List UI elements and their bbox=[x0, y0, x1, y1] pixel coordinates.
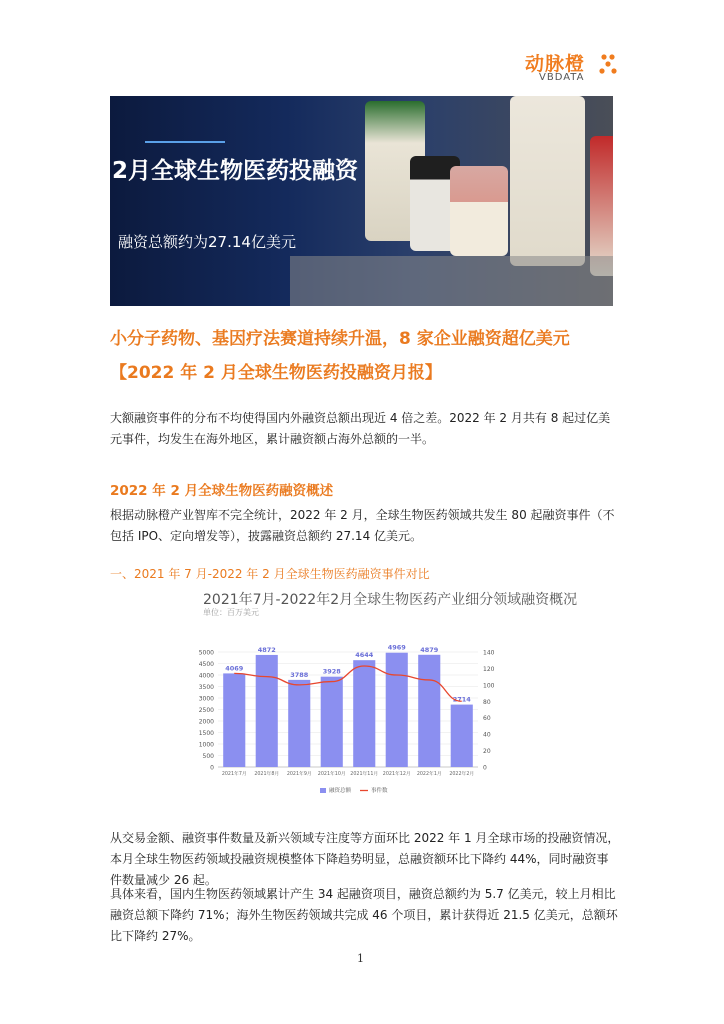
bar bbox=[321, 677, 343, 767]
bottle-image bbox=[450, 166, 508, 256]
logo-name: 动脉橙 bbox=[525, 53, 586, 75]
y-tick-label: 5000 bbox=[198, 649, 214, 657]
bar bbox=[288, 680, 310, 767]
bar bbox=[256, 655, 278, 767]
intro-paragraph: 大额融资事件的分布不均使得国内外融资总额出现近 4 倍之差。2022 年 2 月共有 8 起过亿美元事件，均发生在海外地区，累计融资额占海外总额的一半。 bbox=[110, 411, 611, 446]
bar-value-label: 4644 bbox=[355, 651, 374, 660]
bar bbox=[418, 655, 440, 767]
y2-tick-label: 40 bbox=[483, 731, 491, 739]
y2-tick-label: 120 bbox=[483, 665, 495, 673]
y-tick-label: 4500 bbox=[198, 661, 214, 668]
x-tick-label: 2021年7月 bbox=[221, 772, 247, 777]
y-tick-label: 1000 bbox=[198, 741, 214, 749]
y-tick-label: 0 bbox=[210, 764, 214, 772]
legend-swatch-amount bbox=[320, 788, 326, 793]
y-tick-label: 3000 bbox=[198, 695, 214, 703]
bottle-image bbox=[510, 96, 585, 266]
banner-divider bbox=[145, 141, 225, 143]
financing-chart bbox=[193, 620, 513, 805]
x-tick-label: 2021年11月 bbox=[350, 772, 379, 777]
y2-tick-label: 80 bbox=[483, 698, 491, 706]
bar-value-label: 4069 bbox=[225, 664, 244, 673]
section-title: 2022 年 2 月全球生物医药融资概述 bbox=[110, 483, 334, 499]
y-tick-label: 4000 bbox=[198, 672, 214, 680]
x-tick-label: 2021年8月 bbox=[254, 772, 280, 777]
headline: 小分子药物、基因疗法赛道持续升温，8 家企业融资超亿美元【2022 年 2 月全球生物医药投融资月报】 bbox=[110, 329, 570, 383]
chart-unit: 单位：百万美元 bbox=[203, 608, 259, 617]
y2-tick-label: 140 bbox=[483, 649, 495, 657]
y-tick-label: 1500 bbox=[198, 730, 214, 737]
bar-value-label: 3788 bbox=[290, 670, 309, 679]
page-number: 1 bbox=[357, 952, 364, 965]
banner-title: 2月全球生物医药投融资 bbox=[112, 158, 359, 184]
y2-tick-label: 20 bbox=[483, 748, 491, 756]
y-tick-label: 2000 bbox=[198, 718, 214, 726]
overview-paragraph: 根据动脉橙产业智库不完全统计，2022 年 2 月，全球生物医药领域共发生 80 起融资事件（不包括 IPO、定向增发等），披露融资总额约 27.14 亿美元。 bbox=[110, 508, 615, 543]
y-tick-label: 2500 bbox=[198, 707, 214, 714]
banner-image bbox=[110, 96, 613, 306]
bar bbox=[386, 653, 408, 767]
bar-value-label: 2714 bbox=[452, 695, 471, 704]
logo-mark-icon bbox=[598, 53, 618, 77]
y-tick-label: 3500 bbox=[198, 684, 214, 691]
analysis-paragraph-1: 从交易金额、融资事件数量及新兴领域专注度等方面环比 2022 年 1 月全球市场的投融资情况，本月全球生物医药领域投融资规模整体下降趋势明显，总融资额环比下降约 44%，同时融资事件数量减少 26 起。 bbox=[110, 831, 620, 887]
chart-title: 2021年7月-2022年2月全球生物医药产业细分领域融资概况 bbox=[203, 592, 578, 608]
y-tick-label: 500 bbox=[202, 753, 214, 760]
table-surface bbox=[290, 256, 613, 306]
y2-tick-label: 60 bbox=[483, 715, 491, 723]
x-tick-label: 2022年2月 bbox=[449, 772, 475, 777]
x-tick-label: 2021年10月 bbox=[317, 772, 346, 777]
bar-value-label: 4879 bbox=[420, 645, 439, 654]
x-tick-label: 2022年1月 bbox=[416, 772, 442, 777]
bar-value-label: 3928 bbox=[322, 667, 341, 676]
legend-label-events: 事件数 bbox=[371, 788, 388, 794]
bottle-image bbox=[590, 136, 613, 276]
chart-section-title: 一、2021 年 7 月-2022 年 2 月全球生物医药融资事件对比 bbox=[110, 567, 430, 581]
x-tick-label: 2021年12月 bbox=[382, 772, 411, 777]
bar-value-label: 4969 bbox=[387, 643, 406, 652]
bar bbox=[353, 660, 375, 767]
legend-label-amount: 融资总额 bbox=[329, 788, 352, 794]
bar-value-label: 4872 bbox=[257, 645, 276, 654]
y2-tick-label: 0 bbox=[483, 764, 487, 772]
y2-tick-label: 100 bbox=[483, 682, 495, 690]
banner-subtitle: 融资总额约为27.14亿美元 bbox=[118, 233, 296, 251]
bar bbox=[451, 705, 473, 767]
bar bbox=[223, 673, 245, 767]
logo-sub: VBDATA bbox=[539, 72, 585, 83]
vbdata-logo bbox=[525, 49, 625, 85]
x-tick-label: 2021年9月 bbox=[286, 772, 312, 777]
analysis-paragraph-2: 具体来看，国内生物医药领域累计产生 34 起融资项目，融资总额约为 5.7 亿美元，较上月相比融资总额下降约 71%；海外生物医药领域共完成 46 个项目，累计获得近 21.5 亿美元，总额环比下降约 27%。 bbox=[110, 887, 618, 943]
